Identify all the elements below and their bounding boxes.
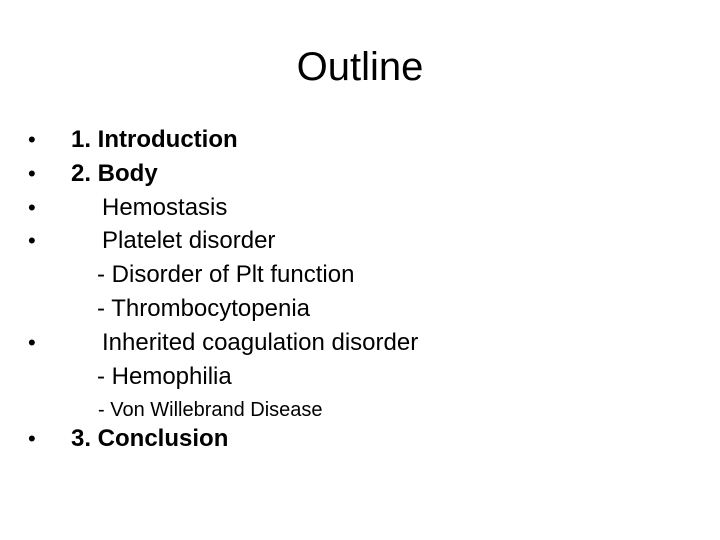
bullet-glyph: •	[28, 127, 36, 152]
outline-item-text: - Hemophilia	[97, 363, 232, 390]
outline-item-text: Platelet disorder	[102, 227, 276, 254]
outline-item-text: - Thrombocytopenia	[97, 295, 310, 322]
slide-title-text: Outline	[296, 45, 424, 89]
bullet-glyph: •	[28, 195, 36, 220]
slide-title	[0, 43, 720, 91]
outline-item-text: 1. Introduction	[71, 126, 238, 153]
outline-item-text: Hemostasis	[102, 194, 228, 221]
bullet-glyph: •	[28, 330, 36, 355]
outline-item-text: - Von Willebrand Disease	[98, 399, 323, 421]
bullet-glyph: •	[28, 161, 36, 186]
bullet-glyph: •	[28, 426, 36, 451]
outline-item-text: - Disorder of Plt function	[97, 261, 355, 288]
bullet-glyph: •	[28, 228, 36, 253]
outline-item-text: 3. Conclusion	[71, 425, 229, 452]
outline-item-text: Inherited coagulation disorder	[102, 329, 419, 356]
outline-item-text: 2. Body	[71, 160, 158, 187]
